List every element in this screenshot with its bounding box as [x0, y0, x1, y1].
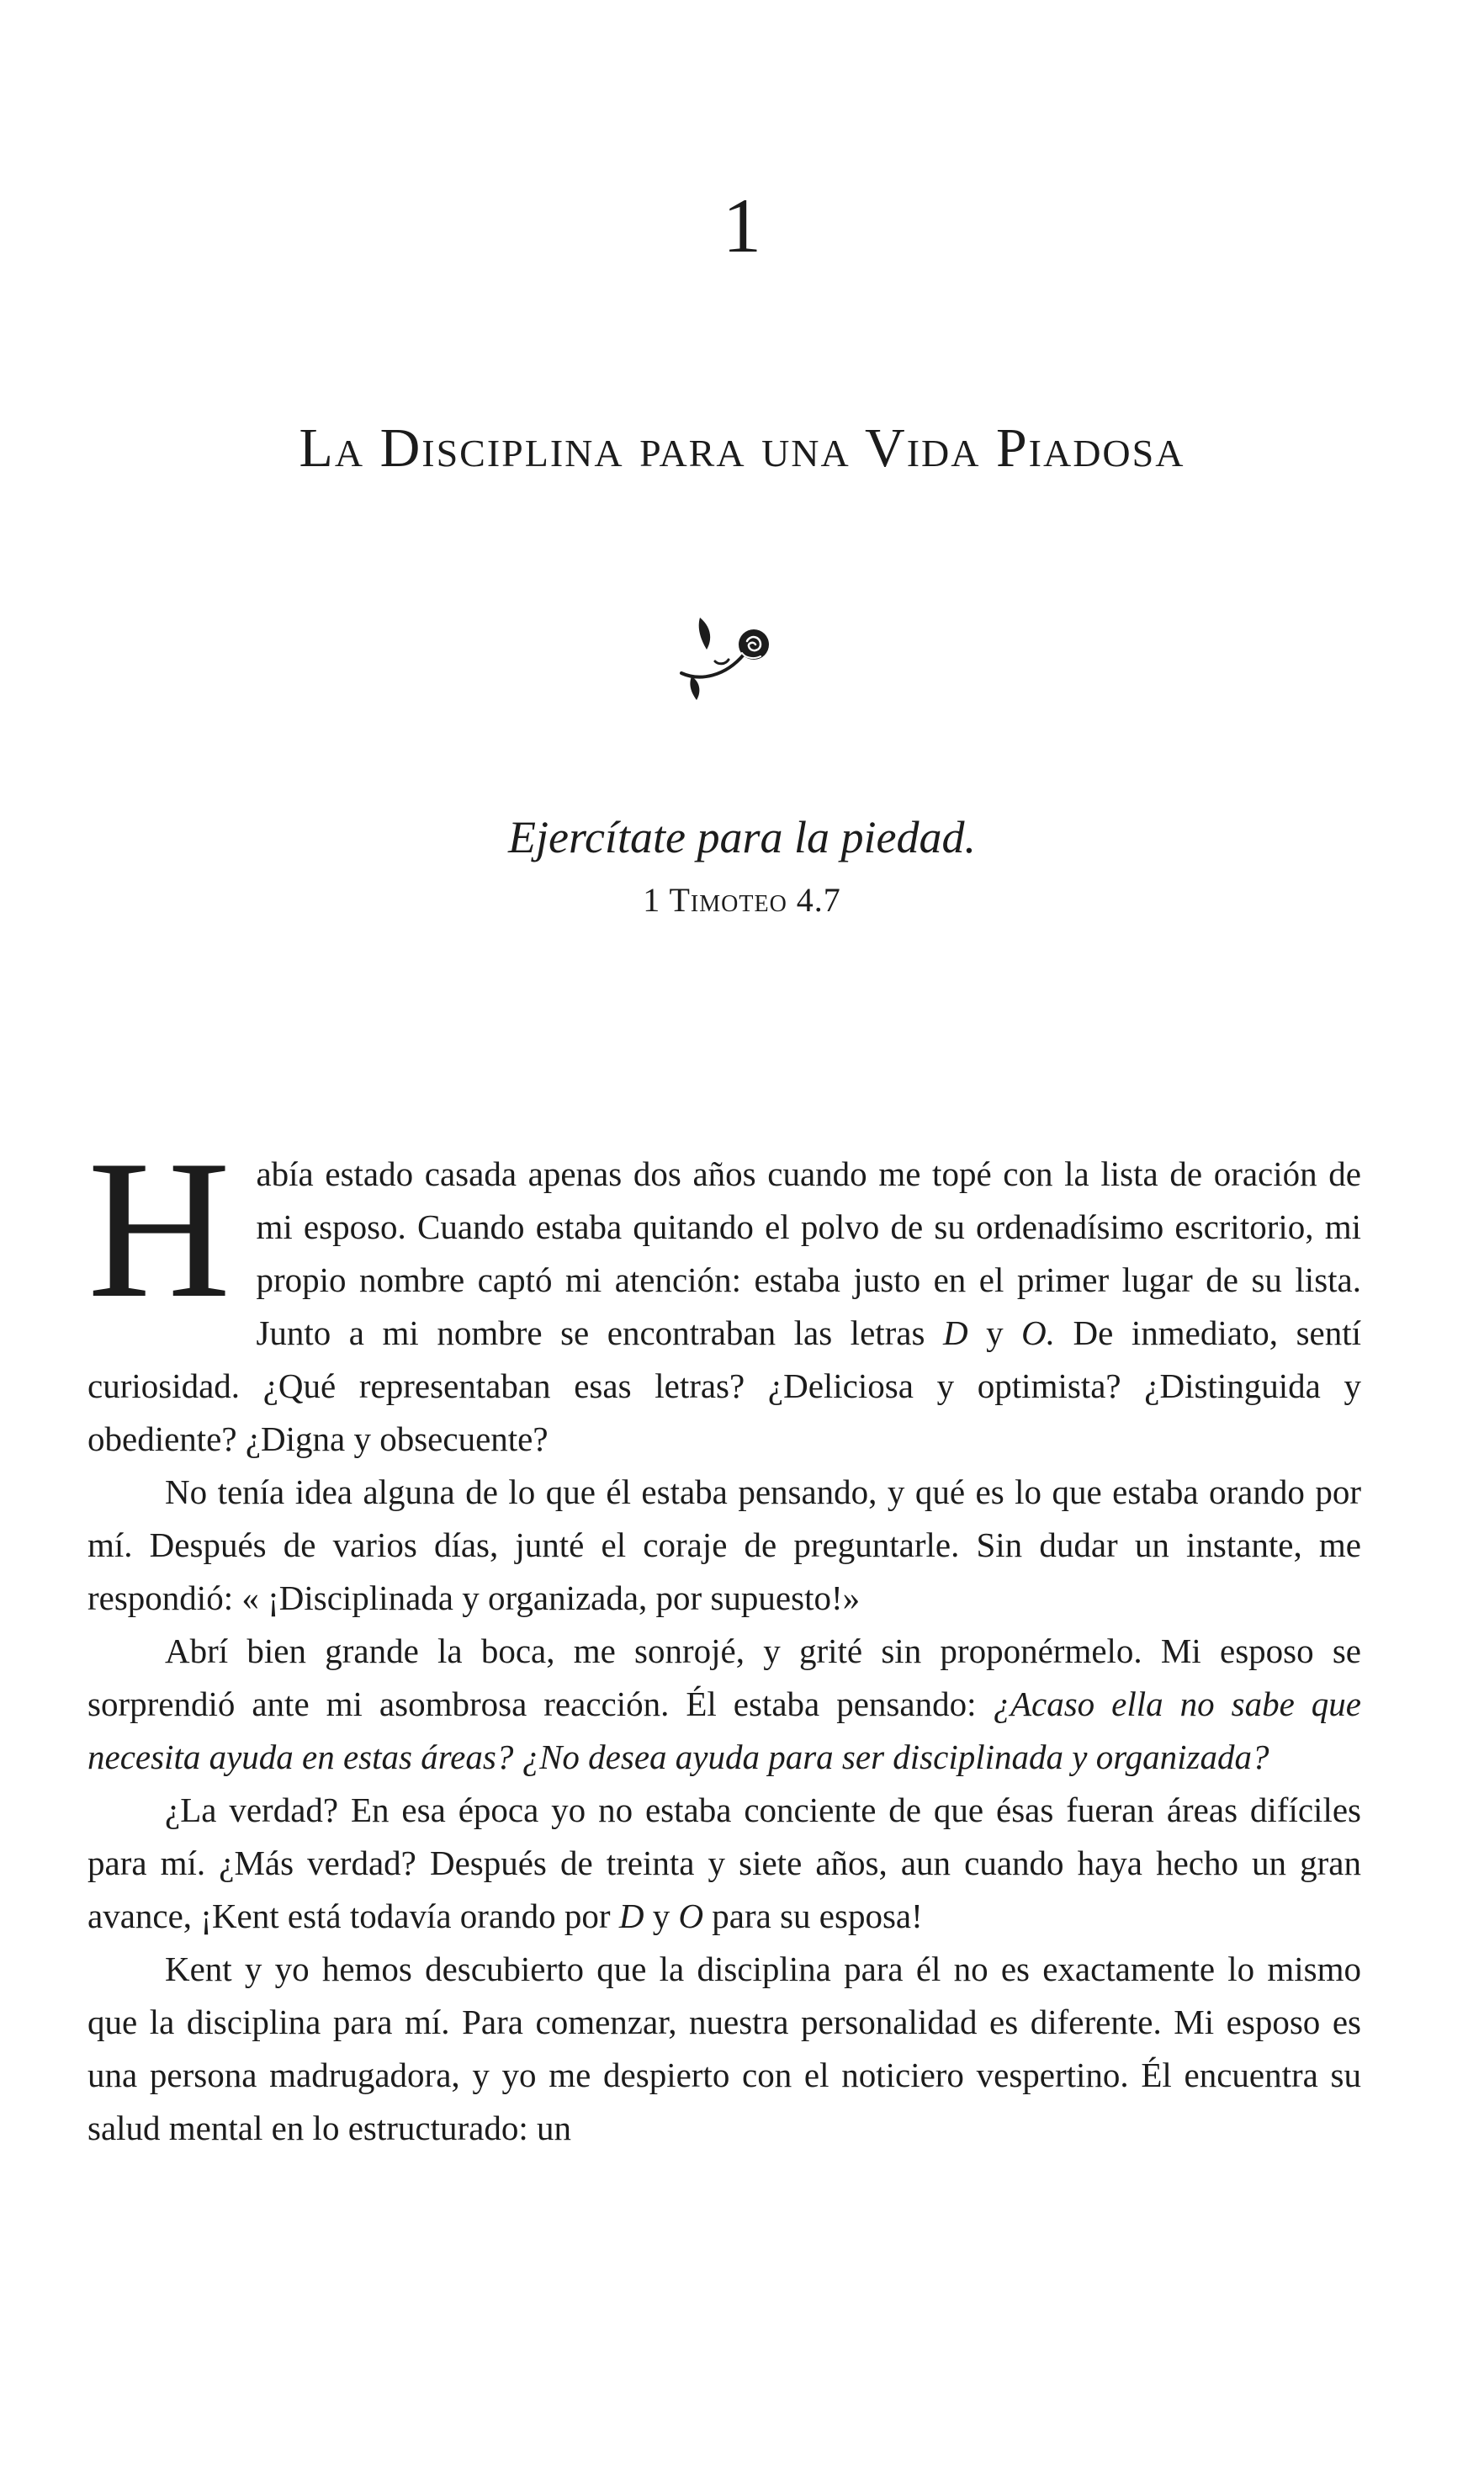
body-text [87, 1120, 1362, 2155]
chapter-title: La Disciplina para una Vida Piadosa [299, 417, 1185, 479]
paragraph-4-text-1: ¿La verdad? En esa época yo no estaba conciente de que ésas fueran áreas difíciles para mí. ¿Más verdad? Después de treinta y siete años, aun cuando haya hecho un gran avance, ¡Kent está todavía orando por [87, 1791, 1361, 1935]
letter-o: O. [1021, 1313, 1055, 1352]
epigraph-quote: Ejercítate para la piedad. [508, 812, 976, 862]
paragraph-2: No tenía idea alguna de lo que él estaba pensando, y qué es lo que estaba orando por mí. Después de varios días, junté el coraje de preguntarle. Sin dudar un instante, me respondió: « ¡Disciplinada y organizada, por supuesto!» [87, 1472, 1361, 1617]
paragraph-1-text-2: y [967, 1313, 1022, 1352]
paragraph-3-italic: ¿Acaso ella no sabe que necesita ayuda en estas áreas? ¿No desea ayuda para ser disciplinada y organizada? [87, 1684, 1361, 1776]
paragraph-1 [87, 1120, 1362, 1466]
paragraph-3-text-1: Abrí bien grande la boca, me sonrojé, y grité sin proponérmelo. Mi esposo se sorprendió ante mi asombrosa reacción. Él estaba pensando: [87, 1631, 1361, 1723]
paragraph-4-text-3: para su esposa! [703, 1897, 923, 1935]
epigraph-reference: 1 Timoteo 4.7 [643, 881, 841, 919]
chapter-number: 1 [723, 183, 761, 268]
paragraph-4-text-2: y [644, 1897, 679, 1935]
paragraph-5: Kent y yo hemos descubierto que la disciplina para él no es exactamente lo mismo que la disciplina para mí. Para comenzar, nuestra personalidad es diferente. Mi esposo es una persona madrugadora, y yo me despierto con el noticiero vespertino. Él encuentra su salud mental en lo estructurado: un [87, 1950, 1361, 2147]
letter-d: D [618, 1897, 644, 1935]
letter-o: O [678, 1897, 704, 1935]
letter-d: D [942, 1313, 968, 1352]
rose-flourish-icon [666, 604, 784, 705]
paragraph-1-text-3: De inmediato, sentí curiosidad. ¿Qué representaban esas letras? ¿Deliciosa y optimista? ¿Distinguida y obediente? ¿Digna y obsecuente? [87, 1313, 1362, 1458]
paragraph-4 [87, 1784, 1361, 1943]
drop-cap: H [87, 1120, 231, 1340]
paragraph-1-text-1: abía estado casada apenas dos años cuando me topé con la lista de oración de mi esposo. Cuando estaba quitando el polvo de su ordenadísimo escritorio, mi propio nombre captó mi atención: estaba justo en el primer lugar de su lista. Junto a mi nombre se encontraban las letras [256, 1154, 1361, 1352]
paragraph-3 [87, 1625, 1361, 1784]
